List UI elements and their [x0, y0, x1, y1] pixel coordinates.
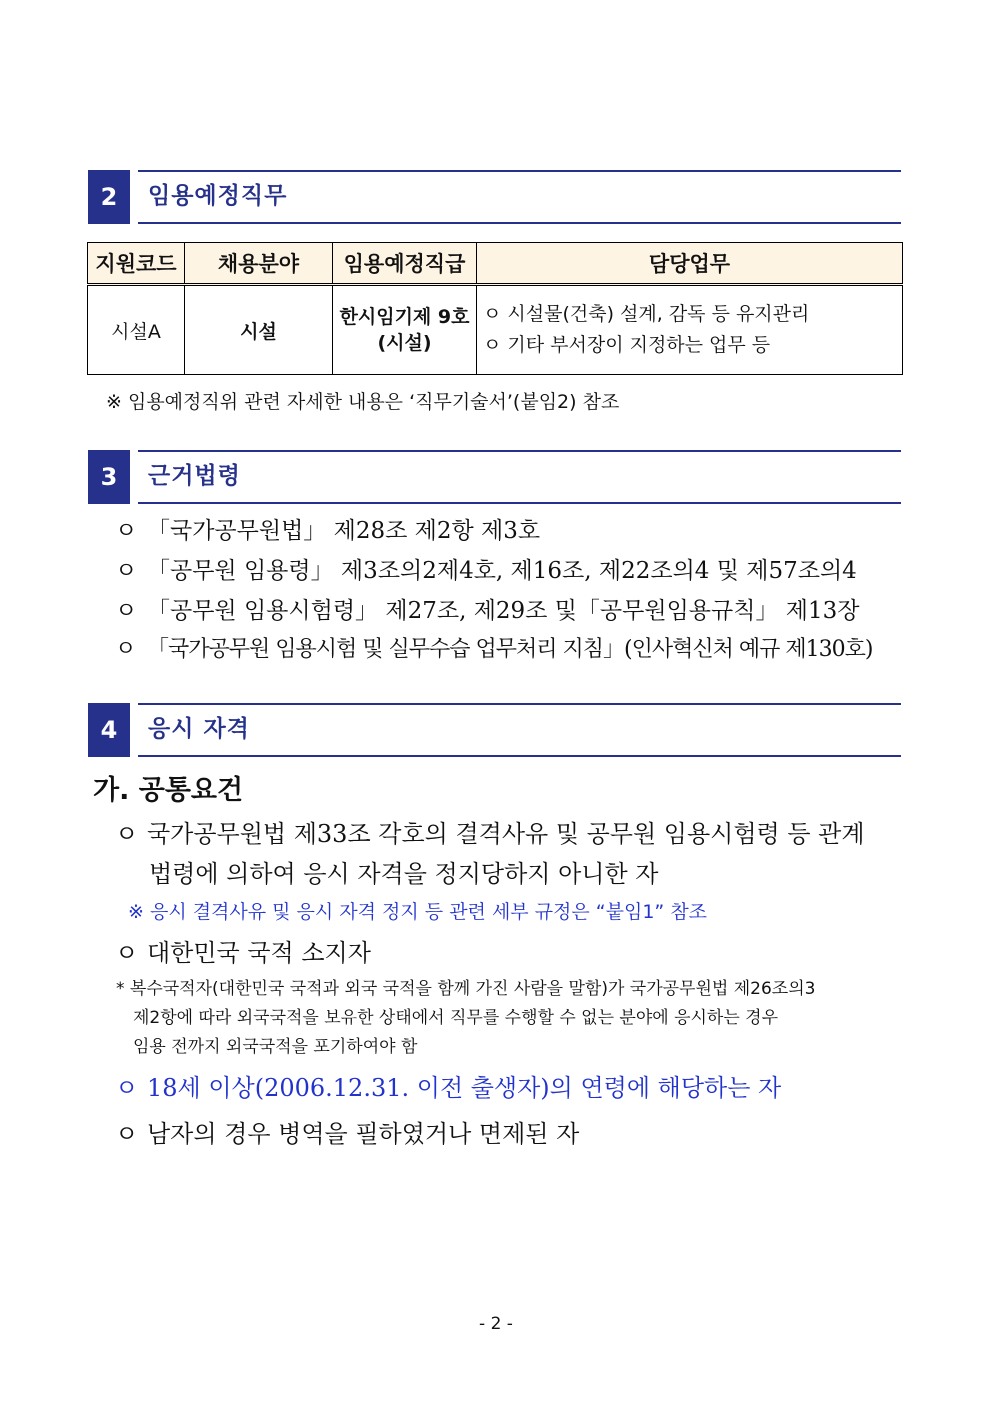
cell-field: 시설 — [185, 285, 333, 375]
nationality-note: 제2항에 따라 외국국적을 보유한 상태에서 직무를 수행할 수 없는 분야에 응시하는 경우 — [133, 1008, 779, 1028]
section-number: 3 — [88, 450, 130, 504]
job-table — [87, 242, 903, 375]
cell-grade — [333, 285, 477, 375]
section-number: 2 — [88, 170, 130, 224]
header-code: 지원코드 — [88, 243, 185, 285]
requirement-continuation: 법령에 의하여 응시 자격을 정지당하지 아니한 자 — [149, 860, 659, 888]
duty-item: ㅇ 시설물(건축) 설계, 감독 등 유지관리 — [483, 303, 810, 325]
header-field: 채용분야 — [185, 243, 333, 285]
duty-item: ㅇ 기타 부서장이 지정하는 업무 등 — [483, 334, 771, 356]
section-header-4 — [88, 703, 901, 757]
requirement-item: ㅇ 국가공무원법 제33조 각호의 결격사유 및 공무원 임용시험령 등 관계 — [115, 820, 865, 848]
table-row — [88, 285, 903, 375]
section-title: 응시 자격 — [148, 716, 250, 742]
page-number: - 2 - — [479, 1314, 513, 1334]
requirement-item: ㅇ 대한민국 국적 소지자 — [115, 939, 371, 967]
law-item: ㅇ 「공무원 임용시험령」 제27조, 제29조 및「공무원임용규칙」 제13장 — [115, 598, 860, 624]
requirement-item: ㅇ 18세 이상(2006.12.31. 이전 출생자)의 연령에 해당하는 자 — [115, 1074, 782, 1102]
law-item: ㅇ 「공무원 임용령」 제3조의2제4호, 제16조, 제22조의4 및 제57조의4 — [115, 558, 857, 584]
requirement-item: ㅇ 남자의 경우 병역을 필하였거나 면제된 자 — [115, 1120, 580, 1148]
cell-duty — [477, 285, 903, 375]
requirement-note: ※ 응시 결격사유 및 응시 자격 정지 등 관련 세부 규정은 “붙임1” 참조 — [128, 901, 708, 923]
subheading: 가. 공통요건 — [93, 775, 244, 806]
header-duty: 담당업무 — [477, 243, 903, 285]
law-item: ㅇ 「국가공무원 임용시험 및 실무수습 업무처리 지침」(인사혁신처 예규 제130호) — [115, 637, 873, 662]
table-header-row — [88, 243, 903, 285]
cell-code: 시설A — [88, 285, 185, 375]
grade-line-2: (시설) — [377, 332, 432, 354]
law-item: ㅇ 「국가공무원법」 제28조 제2항 제3호 — [115, 518, 541, 544]
section-title: 근거법령 — [148, 463, 241, 489]
header-grade: 임용예정직급 — [333, 243, 477, 285]
nationality-note: 임용 전까지 외국국적을 포기하여야 함 — [133, 1037, 418, 1057]
table-note: ※ 임용예정직위 관련 자세한 내용은 ‘직무기술서’(붙임2) 참조 — [106, 391, 620, 413]
section-header-2 — [88, 170, 901, 224]
section-number: 4 — [88, 703, 130, 757]
grade-line-1: 한시임기제 9호 — [339, 306, 470, 328]
nationality-note: * 복수국적자(대한민국 국적과 외국 국적을 함께 가진 사람을 말함)가 국가공무원법 제26조의3 — [116, 979, 816, 999]
section-header-3 — [88, 450, 901, 504]
section-title: 임용예정직무 — [148, 183, 288, 209]
